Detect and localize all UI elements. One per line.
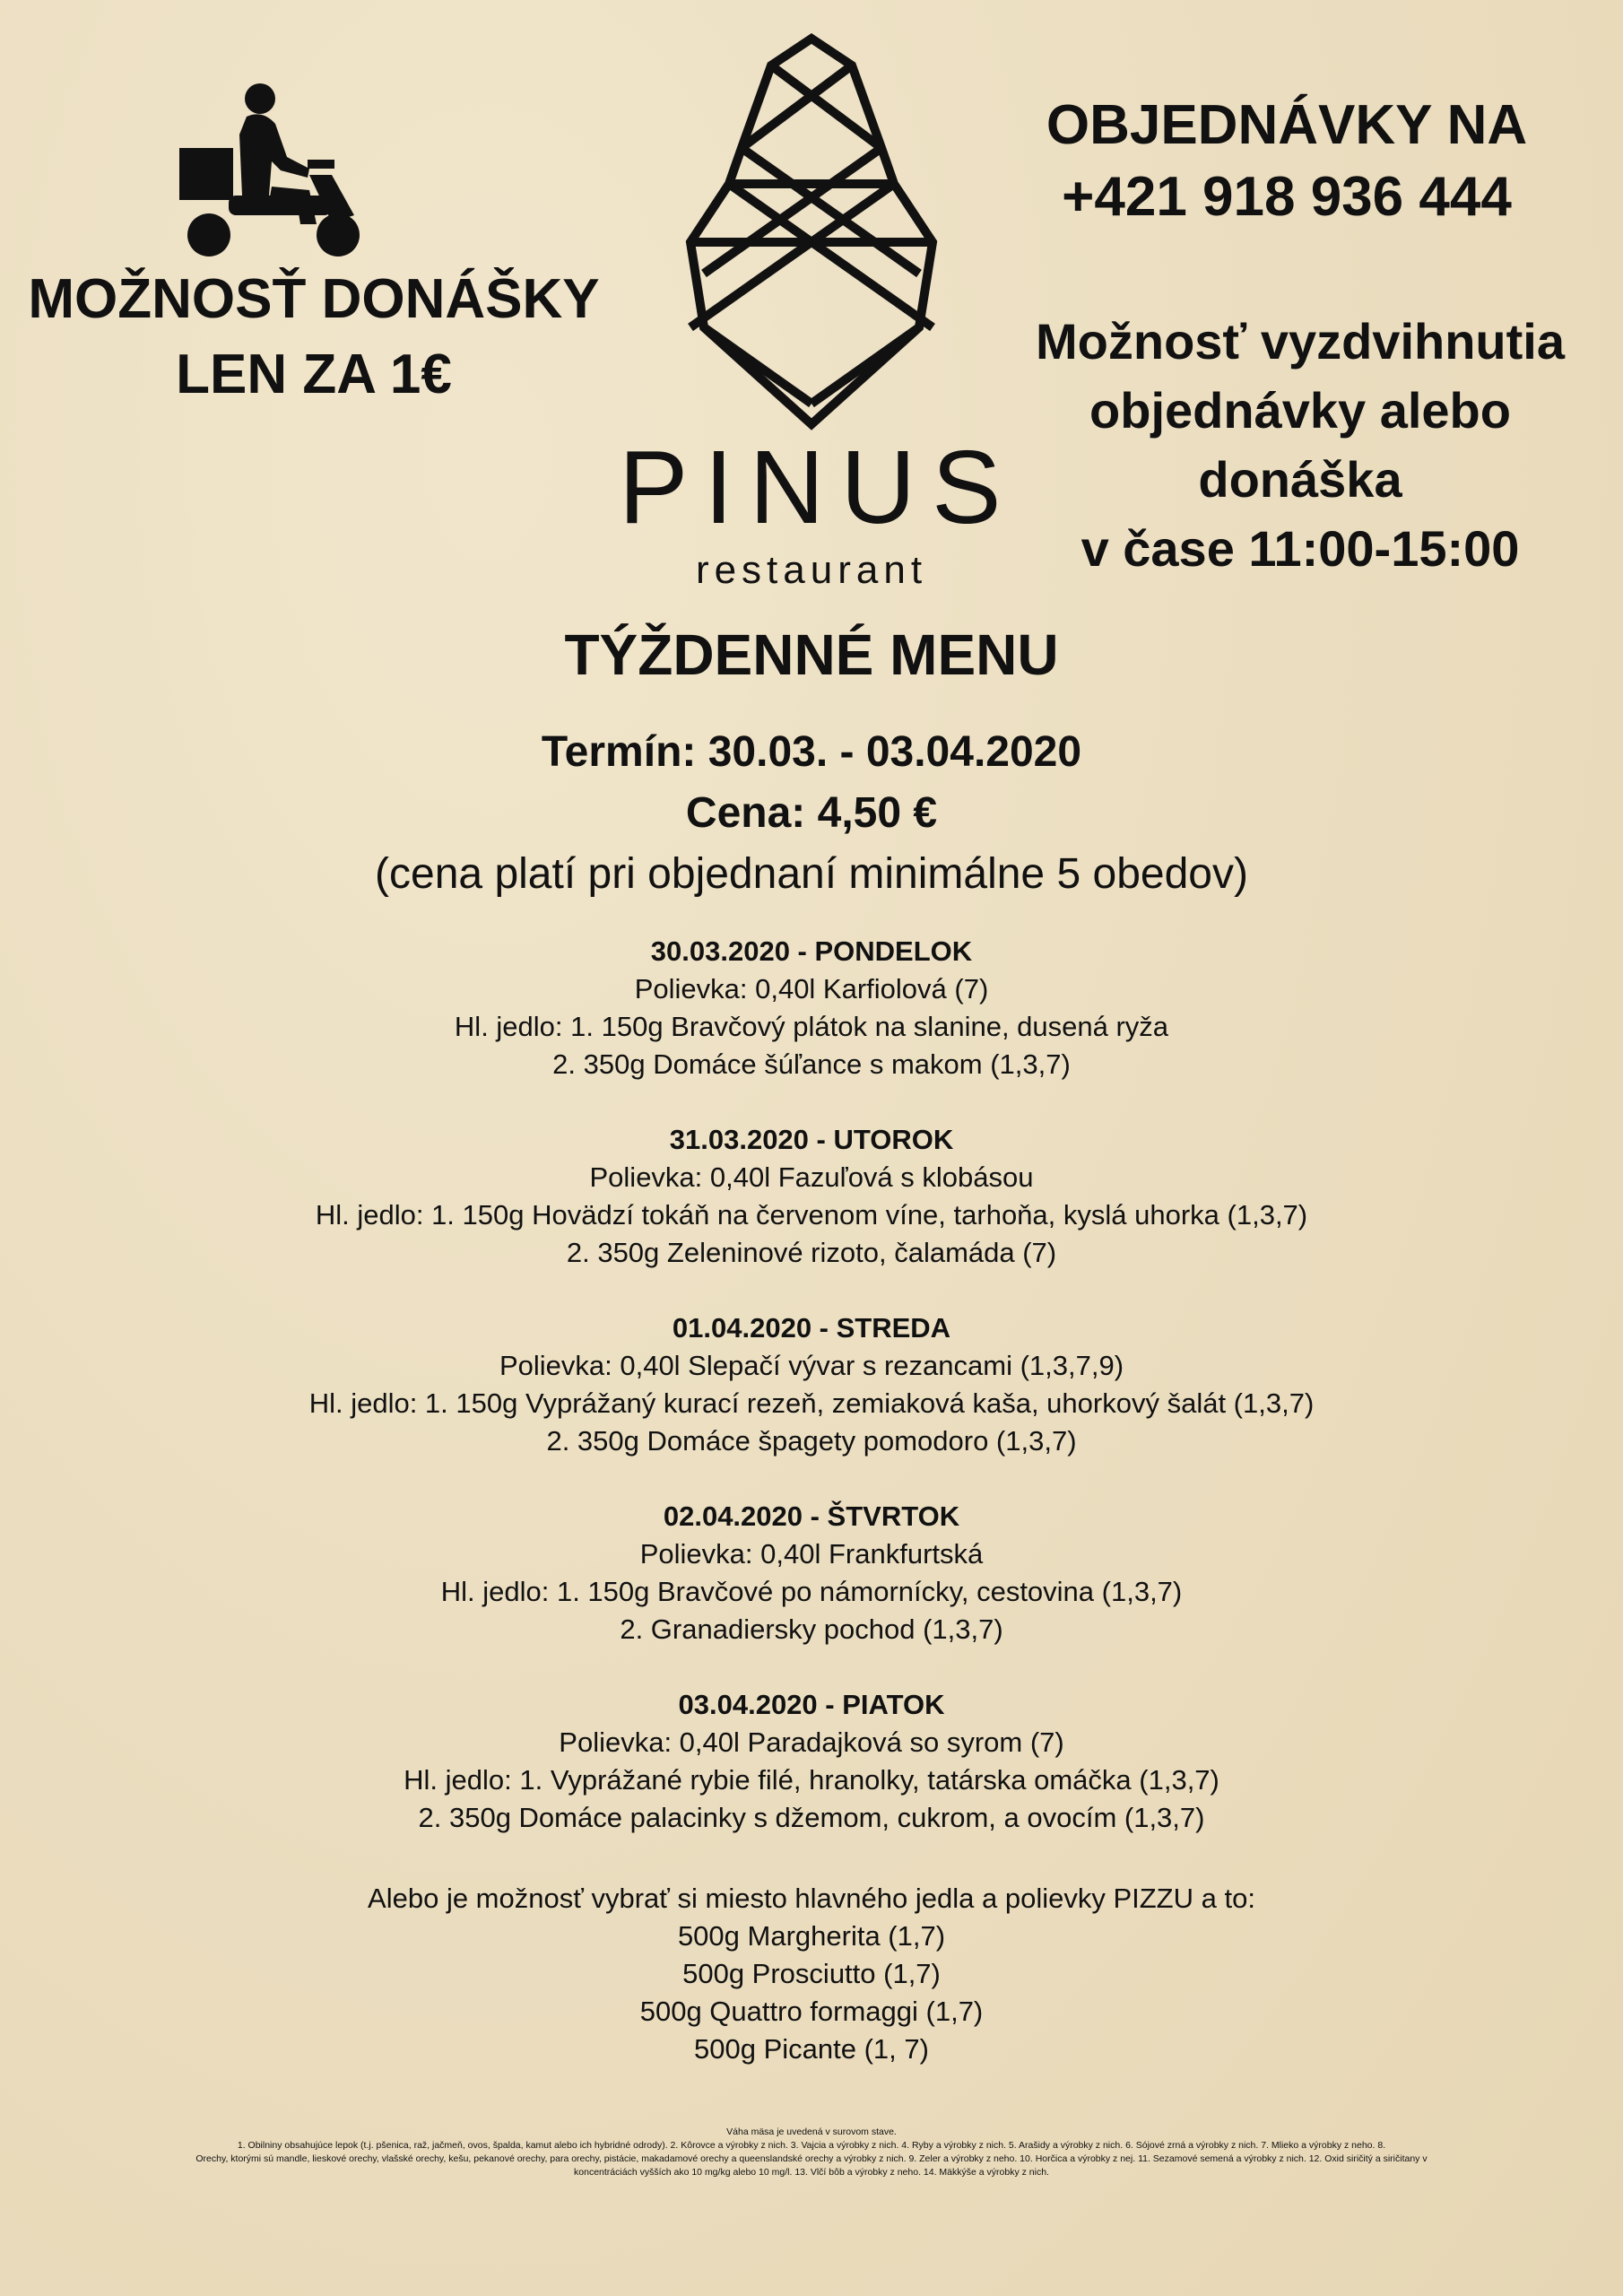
daily-menu-list <box>0 933 1623 1874</box>
pizza-options <box>0 1880 1623 2068</box>
allergen-line: koncentráciách vyšších ako 10 mg/kg alebo 10 mg/l. 13. Vlčí bôb a výrobky z neho. 14. Mäkkýše a výrobky z nich. <box>574 2167 1049 2178</box>
pizza-item: 500g Prosciutto (1,7) <box>682 1958 941 1989</box>
day-wednesday <box>0 1309 1623 1460</box>
day-main1: Hl. jedlo: 1. Vyprážané rybie filé, hranolky, tatárska omáčka (1,3,7) <box>404 1764 1219 1796</box>
day-main1: Hl. jedlo: 1. 150g Vyprážaný kurací rezeň, zemiaková kaša, uhorkový šalát (1,3,7) <box>308 1387 1315 1419</box>
day-monday <box>0 933 1623 1083</box>
menu-price-note: (cena platí pri objednaní minimálne 5 obedov) <box>375 850 1248 898</box>
day-soup: Polievka: 0,40l Paradajková so syrom (7) <box>559 1726 1064 1758</box>
menu-price: Cena: 4,50 € <box>685 789 938 837</box>
day-tuesday <box>0 1121 1623 1272</box>
day-soup: Polievka: 0,40l Frankfurtská <box>639 1538 984 1570</box>
allergen-line: Váha mäsa je uvedená v surovom stave. <box>726 2126 897 2137</box>
pizza-intro: Alebo je možnosť vybrať si miesto hlavného jedla a polievky PIZZU a to: <box>368 1883 1255 1914</box>
day-main2: 2. 350g Domáce palacinky s džemom, cukrom, a ovocím (1,3,7) <box>418 1802 1205 1833</box>
pickup-line1: Možnosť vyzdvihnutia <box>1036 313 1565 370</box>
day-soup: Polievka: 0,40l Slepačí vývar s rezancami (1,3,7,9) <box>499 1350 1124 1381</box>
day-soup: Polievka: 0,40l Fazuľová s klobásou <box>589 1161 1034 1193</box>
orders-phone: +421 918 936 444 <box>1062 166 1512 228</box>
pizza-item: 500g Quattro formaggi (1,7) <box>639 1996 984 2027</box>
day-heading: 01.04.2020 - STREDA <box>672 1312 951 1344</box>
pickup-line3: v čase 11:00-15:00 <box>1081 520 1520 577</box>
day-heading: 02.04.2020 - ŠTVRTOK <box>663 1500 960 1532</box>
day-soup: Polievka: 0,40l Karfiolová (7) <box>634 973 989 1004</box>
allergen-line: Orechy, ktorými sú mandle, lieskové orechy, vlašské orechy, kešu, pekanové orechy, para orechy, pistácie, makadamové orechy a queenslandské orechy a výrobky z nich. 9. Zeler a výrobky z neho. 10. Horčica a výrobky z nej. 11. Sezamové semená a výrobky z nich. 12. Oxid siričitý a siričitany v <box>195 2153 1428 2164</box>
day-thursday <box>0 1498 1623 1648</box>
pickup-line2: objednávky alebo donáška <box>1089 382 1511 508</box>
pizza-item: 500g Margherita (1,7) <box>677 1920 946 1952</box>
day-heading: 31.03.2020 - UTOROK <box>669 1124 954 1155</box>
day-friday <box>0 1686 1623 1837</box>
day-main1: Hl. jedlo: 1. 150g Bravčové po námornícky, cestovina (1,3,7) <box>440 1576 1183 1607</box>
delivery-offer <box>18 262 610 413</box>
day-main2: 2. 350g Zeleninové rizoto, čalamáda (7) <box>566 1237 1057 1268</box>
menu-title: TÝŽDENNÉ MENU <box>564 622 1059 687</box>
day-heading: 03.04.2020 - PIATOK <box>678 1689 945 1720</box>
orders-info <box>995 90 1578 233</box>
allergen-line: 1. Obilniny obsahujúce lepok (t.j. pšenica, raž, jačmeň, ovos, špalda, kamut alebo ich hybridné odrody). 2. Kôrovce a výrobky z nich. 3. Vajcia a výrobky z nich. 4. Ryby a výrobky z nich. 5. Arašidy a výrobky z nich. 6. Sójové zrná a výrobky z nich. 7. Mlieko a výrobky z neho. 8. <box>237 2140 1386 2151</box>
allergen-footnote <box>81 2126 1542 2179</box>
pizza-item: 500g Picante (1, 7) <box>694 2033 929 2065</box>
pine-cone-logo <box>659 31 964 435</box>
day-main2: 2. 350g Domáce špagety pomodoro (1,3,7) <box>546 1425 1077 1457</box>
day-main1: Hl. jedlo: 1. 150g Hovädzí tokáň na červenom víne, tarhoňa, kyslá uhorka (1,3,7) <box>315 1199 1308 1231</box>
day-main1: Hl. jedlo: 1. 150g Bravčový plátok na slanine, dusená ryža <box>454 1011 1169 1042</box>
brand-name: PINUS <box>619 429 1018 545</box>
menu-term: Termín: 30.03. - 03.04.2020 <box>541 728 1082 776</box>
day-main2: 2. Granadiersky pochod (1,3,7) <box>620 1613 1003 1645</box>
orders-line1: OBJEDNÁVKY NA <box>1046 94 1528 156</box>
day-heading: 30.03.2020 - PONDELOK <box>650 935 973 967</box>
brand-subtitle: restaurant <box>695 548 928 592</box>
pickup-info <box>995 307 1605 583</box>
delivery-line2: LEN ZA 1€ <box>176 344 452 405</box>
delivery-line1: MOŽNOSŤ DONÁŠKY <box>28 268 600 330</box>
delivery-scooter-icon <box>175 81 381 269</box>
day-main2: 2. 350g Domáce šúľance s makom (1,3,7) <box>552 1048 1071 1080</box>
